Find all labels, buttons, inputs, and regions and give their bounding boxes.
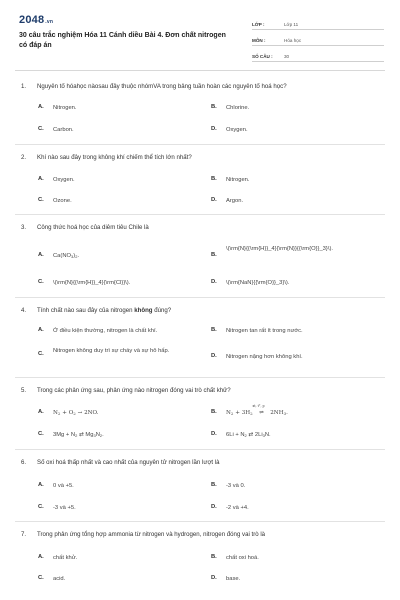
option-letter: D. — [211, 197, 217, 203]
eq-part: N — [95, 432, 100, 438]
question-text: Trong phản ứng tổng hợp ammonia từ nitrogen và hydrogen, nitrogen đóng vai trò là — [37, 531, 266, 538]
eq-sub: 3 — [283, 411, 287, 416]
option-c[interactable] — [38, 279, 203, 287]
meta-key: LỚP : — [252, 22, 265, 27]
option-text: \(\rm{N}{{\rm{H}}_4}{\rm{N}}{{\rm{O}}_3}\). — [226, 246, 333, 252]
equation-mg-n2 — [53, 431, 104, 439]
eq-sub: 3 — [262, 433, 265, 438]
option-a[interactable] — [38, 554, 203, 562]
option-letter: B. — [211, 327, 217, 333]
question-text: Công thức hoá học của diêm tiêu Chile là — [37, 224, 149, 231]
option-b[interactable] — [211, 554, 381, 562]
formula-part: . — [77, 253, 80, 259]
question-divider — [15, 214, 385, 215]
option-a[interactable] — [38, 409, 203, 417]
option-text: Ở điều kiện thường, nitrogen là chất khí. — [53, 328, 158, 334]
formula-ca-no3-2 — [53, 252, 79, 260]
question-header — [21, 531, 381, 539]
question-text: Số oxi hoá thấp nhất và cao nhất của nguyên tử nitrogen lần lượt là — [37, 459, 220, 466]
eq-sub: 2 — [57, 411, 61, 416]
formula-part: Ca(NO — [53, 253, 72, 259]
logo-text: 2048 — [19, 14, 45, 26]
eq-part: 2NO. — [84, 410, 99, 416]
eq-sub: 3 — [93, 433, 96, 438]
page-title: 30 câu trắc nghiệm Hóa 11 Cánh diều Bài 4. Đơn chất nitrogen có đáp án — [19, 32, 226, 50]
option-letter: C. — [38, 431, 44, 437]
option-a[interactable] — [38, 252, 203, 260]
meta-row-count — [252, 48, 384, 62]
option-a[interactable] — [38, 104, 203, 112]
option-letter: A. — [38, 176, 44, 182]
question-header — [21, 154, 381, 162]
reaction-arrow-wrap — [252, 404, 268, 417]
eq-sub: 2 — [230, 411, 234, 416]
question-header — [21, 387, 381, 395]
eq-part: . — [286, 410, 288, 416]
question-header — [21, 459, 381, 467]
option-b[interactable] — [211, 245, 361, 258]
reaction-condition: xt, t°, p — [252, 404, 265, 408]
option-letter: C. — [38, 575, 44, 581]
option-text: Oxygen. — [53, 177, 75, 183]
question-number: 2. — [21, 154, 27, 161]
option-text: Nitrogen tan rất ít trong nước. — [226, 328, 303, 334]
question-divider — [15, 297, 385, 298]
formula-sub: 2 — [75, 254, 78, 259]
option-text: Oxygen. — [226, 127, 248, 133]
option-letter: C. — [38, 197, 44, 203]
eq-part: . — [102, 432, 104, 438]
eq-part: 3Mg + N — [53, 432, 76, 438]
question-header — [21, 224, 381, 232]
option-text: -2 và +4. — [226, 505, 249, 511]
option-c[interactable] — [38, 126, 203, 134]
question-text: Trong các phản ứng sau, phản ứng nào nitrogen đóng vai trò chất khử? — [37, 387, 231, 394]
meta-row-class — [252, 16, 384, 30]
option-letter: B. — [211, 554, 217, 560]
formula-sub: 3 — [71, 254, 74, 259]
question-divider — [15, 144, 385, 145]
eq-part: + O — [60, 410, 74, 416]
option-text: -3 và 0. — [226, 483, 246, 489]
meta-info — [252, 16, 384, 64]
option-letter: D. — [211, 575, 217, 581]
option-c[interactable] — [38, 347, 193, 357]
question-number: 7. — [21, 531, 27, 538]
option-text: 0 và +5. — [53, 483, 74, 489]
option-text: Nitrogen. — [53, 105, 77, 111]
option-a[interactable] — [38, 176, 203, 184]
option-letter: A. — [38, 252, 44, 258]
option-letter: B. — [211, 176, 217, 182]
option-text: Carbon. — [53, 127, 74, 133]
option-letter: D. — [211, 279, 217, 285]
option-text: Nitrogen. — [226, 177, 250, 183]
question-header — [21, 307, 381, 315]
option-letter: A. — [38, 104, 44, 110]
option-text: Chlorine. — [226, 105, 250, 111]
option-text: Nitrogen không duy trì sự cháy và sự hô hấp. — [53, 348, 170, 354]
option-letter: D. — [211, 504, 217, 510]
option-text: Argon. — [226, 198, 244, 204]
page-header — [0, 0, 400, 68]
option-c[interactable] — [38, 575, 203, 583]
option-text: \(\rm{N}{{\rm{H}}_4}{\rm{Cl}}\). — [53, 280, 131, 286]
question-header — [21, 83, 381, 91]
question-divider — [15, 521, 385, 522]
eq-part: 2NH — [270, 410, 284, 416]
question-text-suffix: đúng? — [154, 307, 172, 314]
option-d[interactable] — [211, 431, 381, 439]
option-letter: D. — [211, 431, 217, 437]
meta-value: Hóa học — [284, 38, 302, 43]
header-divider — [15, 70, 385, 71]
question-divider — [15, 449, 385, 450]
eq-sub: 2 — [250, 411, 253, 416]
option-letter: A. — [38, 327, 44, 333]
logo-suffix: .vn — [45, 19, 54, 25]
equation-li-n2 — [226, 431, 271, 439]
option-letter: D. — [211, 353, 217, 359]
option-text: -3 và +5. — [53, 505, 76, 511]
meta-value: Lớp 11 — [284, 22, 299, 27]
option-d[interactable] — [211, 279, 381, 287]
option-a[interactable] — [38, 482, 203, 490]
eq-part: 2Li — [254, 432, 263, 438]
question-text — [37, 307, 381, 315]
option-letter: A. — [38, 554, 44, 560]
eq-sub: 2 — [75, 433, 78, 438]
option-text: Nitrogen nặng hơn không khí. — [226, 354, 303, 360]
option-letter: C. — [38, 126, 44, 132]
reaction-arrow-icon: → — [77, 410, 83, 416]
option-letter: B. — [211, 409, 217, 415]
option-d[interactable] — [211, 575, 381, 583]
question-number: 6. — [21, 459, 27, 466]
eq-part: + 3H — [233, 410, 251, 416]
option-letter: C. — [38, 504, 44, 510]
option-b[interactable] — [211, 482, 381, 490]
option-c[interactable] — [38, 504, 203, 512]
eq-part: 6Li + N — [226, 432, 245, 438]
option-letter: B. — [211, 252, 217, 258]
option-text: \(\rm{NaN}{{\rm{O}}_3}\). — [226, 280, 290, 286]
site-logo[interactable] — [19, 14, 53, 26]
option-text: Ozone. — [53, 198, 72, 204]
option-d[interactable] — [211, 197, 381, 205]
option-a[interactable] — [38, 327, 203, 335]
eq-part: N — [53, 410, 58, 416]
question-text: Nguyên tố hóahọc nàosau đây thuộc nhómVA trong bảng tuần hoàn các nguyên tố hoá học? — [37, 83, 287, 90]
option-letter: B. — [211, 104, 217, 110]
equation-n2-o2 — [53, 409, 99, 417]
option-letter: C. — [38, 279, 44, 285]
option-text: acid. — [53, 576, 66, 582]
meta-value: 30 — [284, 54, 290, 59]
option-b[interactable] — [211, 404, 381, 417]
option-text: chất oxi hoá. — [226, 555, 259, 561]
formula-part: ) — [73, 253, 76, 259]
question-text-prefix: Tính chất nào sau đây của nitrogen — [37, 307, 133, 314]
eq-sub: 2 — [99, 433, 103, 438]
reaction-arrow-icon: ⇄ — [78, 432, 84, 438]
eq-sub: 2 — [73, 411, 76, 416]
option-letter: A. — [38, 409, 44, 415]
question-divider — [15, 377, 385, 378]
option-letter: D. — [211, 126, 217, 132]
option-c[interactable] — [38, 197, 203, 205]
option-d[interactable] — [211, 126, 381, 134]
option-b[interactable] — [211, 176, 381, 184]
eq-sub: 2 — [244, 433, 247, 438]
meta-key: MÔN : — [252, 38, 266, 43]
reaction-arrow-icon: ⇄ — [248, 432, 254, 438]
eq-part: N. — [264, 432, 271, 438]
meta-row-subject — [252, 32, 384, 46]
option-letter: C. — [38, 351, 44, 357]
option-d[interactable] — [211, 353, 381, 361]
option-b[interactable] — [211, 327, 381, 335]
question-number: 5. — [21, 387, 27, 394]
option-text: chất khử. — [53, 555, 78, 561]
option-b[interactable] — [211, 104, 381, 112]
question-number: 4. — [21, 307, 27, 314]
question-number: 3. — [21, 224, 27, 231]
question-number: 1. — [21, 83, 27, 90]
question-text: Khí nào sau đây trong không khí chiếm thể tích lớn nhất? — [37, 154, 192, 161]
option-d[interactable] — [211, 504, 381, 512]
equation-n2-h2 — [226, 404, 288, 417]
equilibrium-arrow-icon: ⇌ — [259, 410, 264, 416]
option-c[interactable] — [38, 431, 203, 439]
option-letter: A. — [38, 482, 44, 488]
option-letter: B. — [211, 482, 217, 488]
meta-key: SỐ CÂU : — [252, 54, 273, 59]
option-text: base. — [226, 576, 241, 582]
eq-part: Mg — [85, 432, 94, 438]
eq-part: N — [226, 410, 231, 416]
question-text-emphasis: không — [134, 307, 153, 314]
